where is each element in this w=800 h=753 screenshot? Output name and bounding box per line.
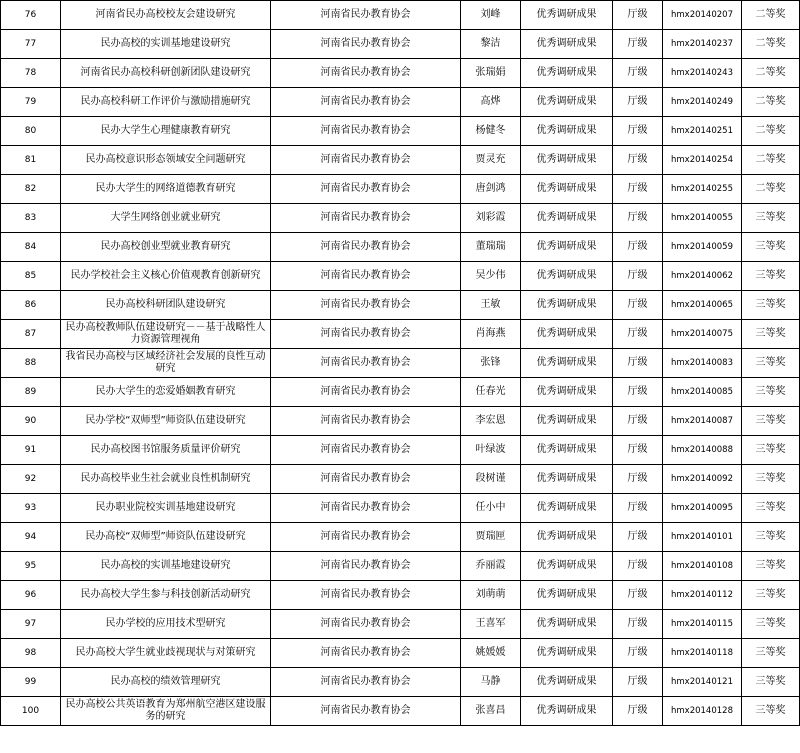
organization: 河南省民办教育协会 (271, 349, 461, 378)
organization: 河南省民办教育协会 (271, 465, 461, 494)
organization: 河南省民办教育协会 (271, 523, 461, 552)
award-grade: 三等奖 (742, 436, 800, 465)
level: 厅级 (613, 465, 663, 494)
project-title: 民办高校图书馆服务质量评价研究 (61, 436, 271, 465)
achievement-type: 优秀调研成果 (521, 88, 613, 117)
table-row (1, 378, 800, 407)
organization: 河南省民办教育协会 (271, 233, 461, 262)
author-name: 刘萌萌 (461, 581, 521, 610)
achievement-type: 优秀调研成果 (521, 320, 613, 349)
organization: 河南省民办教育协会 (271, 494, 461, 523)
achievement-type: 优秀调研成果 (521, 233, 613, 262)
author-name: 黎洁 (461, 30, 521, 59)
level: 厅级 (613, 88, 663, 117)
project-code: hmx20140055 (663, 204, 742, 233)
row-number: 88 (1, 349, 61, 378)
level: 厅级 (613, 697, 663, 726)
row-number: 80 (1, 117, 61, 146)
project-code: hmx20140083 (663, 349, 742, 378)
row-number: 100 (1, 697, 61, 726)
table-row (1, 494, 800, 523)
project-code: hmx20140065 (663, 291, 742, 320)
author-name: 杨健冬 (461, 117, 521, 146)
project-title: 民办高校大学生参与科技创新活动研究 (61, 581, 271, 610)
achievement-type: 优秀调研成果 (521, 465, 613, 494)
author-name: 唐剑鸿 (461, 175, 521, 204)
table-row (1, 407, 800, 436)
table-row (1, 523, 800, 552)
row-number: 78 (1, 59, 61, 88)
achievement-type: 优秀调研成果 (521, 581, 613, 610)
project-title: 河南省民办高校科研创新团队建设研究 (61, 59, 271, 88)
project-code: hmx20140085 (663, 378, 742, 407)
row-number: 92 (1, 465, 61, 494)
project-code: hmx20140243 (663, 59, 742, 88)
project-title: 我省民办高校与区域经济社会发展的良性互动研究 (61, 349, 271, 378)
project-title: 民办高校毕业生社会就业良性机制研究 (61, 465, 271, 494)
achievement-type: 优秀调研成果 (521, 610, 613, 639)
project-code: hmx20140108 (663, 552, 742, 581)
level: 厅级 (613, 668, 663, 697)
author-name: 姚媛媛 (461, 639, 521, 668)
achievement-type: 优秀调研成果 (521, 146, 613, 175)
achievement-type: 优秀调研成果 (521, 349, 613, 378)
author-name: 叶绿波 (461, 436, 521, 465)
author-name: 肖海燕 (461, 320, 521, 349)
project-title: 民办职业院校实训基地建设研究 (61, 494, 271, 523)
organization: 河南省民办教育协会 (271, 59, 461, 88)
table-row (1, 204, 800, 233)
project-code: hmx20140254 (663, 146, 742, 175)
table-row (1, 639, 800, 668)
achievement-type: 优秀调研成果 (521, 552, 613, 581)
table-row (1, 291, 800, 320)
project-code: hmx20140112 (663, 581, 742, 610)
author-name: 刘峰 (461, 1, 521, 30)
award-grade: 三等奖 (742, 494, 800, 523)
project-code: hmx20140059 (663, 233, 742, 262)
organization: 河南省民办教育协会 (271, 320, 461, 349)
achievement-type: 优秀调研成果 (521, 30, 613, 59)
award-grade: 二等奖 (742, 146, 800, 175)
organization: 河南省民办教育协会 (271, 291, 461, 320)
award-grade: 三等奖 (742, 407, 800, 436)
project-title: 民办学校“双师型”师资队伍建设研究 (61, 407, 271, 436)
table-row (1, 175, 800, 204)
award-grade: 二等奖 (742, 88, 800, 117)
award-grade: 三等奖 (742, 349, 800, 378)
table-row (1, 552, 800, 581)
row-number: 91 (1, 436, 61, 465)
level: 厅级 (613, 59, 663, 88)
organization: 河南省民办教育协会 (271, 378, 461, 407)
table-body (1, 1, 800, 726)
table-row (1, 262, 800, 291)
author-name: 任小中 (461, 494, 521, 523)
project-title: 民办大学生的恋爱婚姻教育研究 (61, 378, 271, 407)
table-row (1, 320, 800, 349)
project-code: hmx20140128 (663, 697, 742, 726)
organization: 河南省民办教育协会 (271, 668, 461, 697)
row-number: 77 (1, 30, 61, 59)
level: 厅级 (613, 436, 663, 465)
project-title: 民办高校教师队伍建设研究－－基于战略性人力资源管理视角 (61, 320, 271, 349)
organization: 河南省民办教育协会 (271, 581, 461, 610)
project-code: hmx20140087 (663, 407, 742, 436)
organization: 河南省民办教育协会 (271, 146, 461, 175)
organization: 河南省民办教育协会 (271, 262, 461, 291)
project-code: hmx20140251 (663, 117, 742, 146)
table-row (1, 233, 800, 262)
award-grade: 三等奖 (742, 552, 800, 581)
project-code: hmx20140115 (663, 610, 742, 639)
organization: 河南省民办教育协会 (271, 88, 461, 117)
achievement-type: 优秀调研成果 (521, 59, 613, 88)
award-grade: 二等奖 (742, 175, 800, 204)
project-title: 民办高校公共英语教育为郑州航空港区建设服务的研究 (61, 697, 271, 726)
award-grade: 二等奖 (742, 30, 800, 59)
level: 厅级 (613, 117, 663, 146)
achievement-type: 优秀调研成果 (521, 639, 613, 668)
project-title: 民办高校的绩效管理研究 (61, 668, 271, 697)
project-code: hmx20140101 (663, 523, 742, 552)
project-code: hmx20140207 (663, 1, 742, 30)
author-name: 董瑞瑞 (461, 233, 521, 262)
level: 厅级 (613, 581, 663, 610)
award-grade: 三等奖 (742, 233, 800, 262)
organization: 河南省民办教育协会 (271, 552, 461, 581)
achievement-type: 优秀调研成果 (521, 204, 613, 233)
row-number: 86 (1, 291, 61, 320)
project-title: 民办大学生的网络道德教育研究 (61, 175, 271, 204)
table-row (1, 436, 800, 465)
level: 厅级 (613, 30, 663, 59)
table-row (1, 581, 800, 610)
award-grade: 三等奖 (742, 610, 800, 639)
award-grade: 二等奖 (742, 117, 800, 146)
author-name: 段树谨 (461, 465, 521, 494)
project-code: hmx20140088 (663, 436, 742, 465)
organization: 河南省民办教育协会 (271, 407, 461, 436)
achievement-type: 优秀调研成果 (521, 117, 613, 146)
author-name: 贾瑞匣 (461, 523, 521, 552)
level: 厅级 (613, 320, 663, 349)
row-number: 76 (1, 1, 61, 30)
row-number: 90 (1, 407, 61, 436)
level: 厅级 (613, 610, 663, 639)
achievement-type: 优秀调研成果 (521, 175, 613, 204)
author-name: 任春光 (461, 378, 521, 407)
award-grade: 三等奖 (742, 204, 800, 233)
level: 厅级 (613, 349, 663, 378)
award-grade: 三等奖 (742, 262, 800, 291)
project-code: hmx20140121 (663, 668, 742, 697)
project-title: 民办学校社会主义核心价值观教育创新研究 (61, 262, 271, 291)
award-grade: 三等奖 (742, 523, 800, 552)
project-title: 民办高校创业型就业教育研究 (61, 233, 271, 262)
project-code: hmx20140237 (663, 30, 742, 59)
row-number: 83 (1, 204, 61, 233)
level: 厅级 (613, 1, 663, 30)
level: 厅级 (613, 233, 663, 262)
organization: 河南省民办教育协会 (271, 30, 461, 59)
project-title: 民办高校意识形态领域安全问题研究 (61, 146, 271, 175)
row-number: 94 (1, 523, 61, 552)
achievement-type: 优秀调研成果 (521, 697, 613, 726)
row-number: 95 (1, 552, 61, 581)
row-number: 84 (1, 233, 61, 262)
table-row (1, 1, 800, 30)
row-number: 81 (1, 146, 61, 175)
author-name: 张瑞娟 (461, 59, 521, 88)
author-name: 张锋 (461, 349, 521, 378)
row-number: 97 (1, 610, 61, 639)
table-row (1, 668, 800, 697)
organization: 河南省民办教育协会 (271, 117, 461, 146)
level: 厅级 (613, 204, 663, 233)
project-title: 民办大学生心理健康教育研究 (61, 117, 271, 146)
project-title: 民办高校大学生就业歧视现状与对策研究 (61, 639, 271, 668)
table-row (1, 465, 800, 494)
project-code: hmx20140249 (663, 88, 742, 117)
award-grade: 二等奖 (742, 59, 800, 88)
table-row (1, 349, 800, 378)
table-row (1, 146, 800, 175)
author-name: 刘彩霞 (461, 204, 521, 233)
project-title: 民办高校“双师型”师资队伍建设研究 (61, 523, 271, 552)
organization: 河南省民办教育协会 (271, 1, 461, 30)
row-number: 82 (1, 175, 61, 204)
achievement-type: 优秀调研成果 (521, 494, 613, 523)
organization: 河南省民办教育协会 (271, 436, 461, 465)
award-grade: 二等奖 (742, 1, 800, 30)
table-row (1, 117, 800, 146)
project-code: hmx20140092 (663, 465, 742, 494)
author-name: 张喜昌 (461, 697, 521, 726)
row-number: 87 (1, 320, 61, 349)
table-row (1, 59, 800, 88)
project-title: 民办高校的实训基地建设研究 (61, 552, 271, 581)
project-title: 民办高校的实训基地建设研究 (61, 30, 271, 59)
project-code: hmx20140255 (663, 175, 742, 204)
table-row (1, 88, 800, 117)
project-code: hmx20140095 (663, 494, 742, 523)
award-grade: 三等奖 (742, 668, 800, 697)
achievement-type: 优秀调研成果 (521, 262, 613, 291)
author-name: 吴少伟 (461, 262, 521, 291)
award-grade: 三等奖 (742, 291, 800, 320)
organization: 河南省民办教育协会 (271, 610, 461, 639)
achievement-type: 优秀调研成果 (521, 436, 613, 465)
row-number: 96 (1, 581, 61, 610)
level: 厅级 (613, 407, 663, 436)
achievement-type: 优秀调研成果 (521, 291, 613, 320)
level: 厅级 (613, 175, 663, 204)
level: 厅级 (613, 146, 663, 175)
award-grade: 三等奖 (742, 378, 800, 407)
project-title: 民办学校的应用技术型研究 (61, 610, 271, 639)
organization: 河南省民办教育协会 (271, 175, 461, 204)
level: 厅级 (613, 494, 663, 523)
achievement-type: 优秀调研成果 (521, 668, 613, 697)
level: 厅级 (613, 523, 663, 552)
achievement-type: 优秀调研成果 (521, 523, 613, 552)
level: 厅级 (613, 552, 663, 581)
award-grade: 三等奖 (742, 639, 800, 668)
achievement-type: 优秀调研成果 (521, 378, 613, 407)
table-row (1, 30, 800, 59)
organization: 河南省民办教育协会 (271, 204, 461, 233)
author-name: 乔丽霞 (461, 552, 521, 581)
project-code: hmx20140075 (663, 320, 742, 349)
level: 厅级 (613, 291, 663, 320)
project-title: 民办高校科研团队建设研究 (61, 291, 271, 320)
achievement-type: 优秀调研成果 (521, 1, 613, 30)
row-number: 79 (1, 88, 61, 117)
level: 厅级 (613, 262, 663, 291)
project-title: 大学生网络创业就业研究 (61, 204, 271, 233)
table-row (1, 610, 800, 639)
project-title: 河南省民办高校校友会建设研究 (61, 1, 271, 30)
author-name: 贾灵充 (461, 146, 521, 175)
level: 厅级 (613, 639, 663, 668)
row-number: 99 (1, 668, 61, 697)
author-name: 马静 (461, 668, 521, 697)
row-number: 89 (1, 378, 61, 407)
award-grade: 三等奖 (742, 320, 800, 349)
award-grade: 三等奖 (742, 581, 800, 610)
achievement-type: 优秀调研成果 (521, 407, 613, 436)
row-number: 93 (1, 494, 61, 523)
award-grade: 三等奖 (742, 697, 800, 726)
project-code: hmx20140118 (663, 639, 742, 668)
author-name: 王敏 (461, 291, 521, 320)
author-name: 高烨 (461, 88, 521, 117)
author-name: 王喜军 (461, 610, 521, 639)
row-number: 98 (1, 639, 61, 668)
project-code: hmx20140062 (663, 262, 742, 291)
organization: 河南省民办教育协会 (271, 697, 461, 726)
table-row (1, 697, 800, 726)
project-title: 民办高校科研工作评价与激励措施研究 (61, 88, 271, 117)
row-number: 85 (1, 262, 61, 291)
organization: 河南省民办教育协会 (271, 639, 461, 668)
author-name: 李宏恩 (461, 407, 521, 436)
award-grade: 三等奖 (742, 465, 800, 494)
level: 厅级 (613, 378, 663, 407)
